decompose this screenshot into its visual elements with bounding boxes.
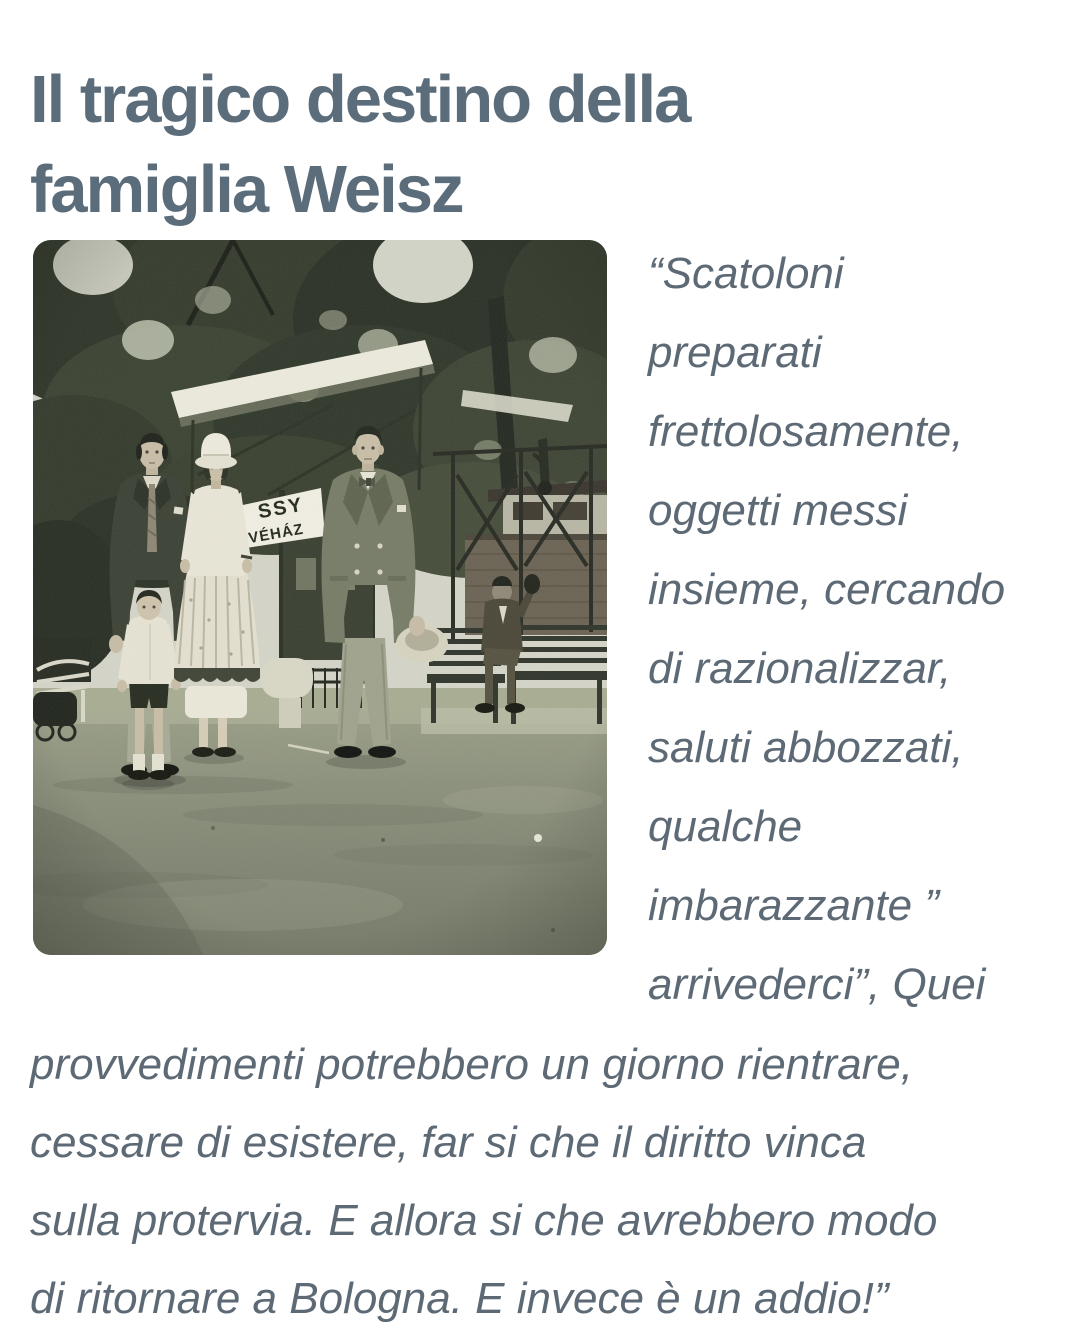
quote-line: sulla protervia. E allora si che avrebbero modo (30, 1196, 938, 1245)
quote-line: qualche (648, 801, 803, 851)
quote-line: oggetti messi (648, 485, 908, 535)
quote-beside-photo (648, 234, 1072, 1024)
family-photo (33, 240, 607, 955)
quote-line: frettolosamente, (648, 406, 964, 456)
quote-line: cessare di esistere, far si che il diritto vinca (30, 1118, 867, 1167)
family-photo-illustration (33, 240, 607, 955)
vignette-overlay (33, 240, 607, 955)
quote-line: provvedimenti potrebbero un giorno rientrare, (30, 1040, 913, 1089)
page-title-line-1: Il tragico destino della (30, 61, 690, 137)
quote-line: arrivederci”, Quei (648, 959, 986, 1009)
page-title-line-2: famiglia Weisz (30, 151, 463, 227)
quote-line: preparati (648, 327, 822, 377)
quote-line: imbarazzante ” (648, 880, 940, 930)
quote-line: “Scatoloni (648, 248, 844, 298)
quote-full-width (30, 1026, 1065, 1338)
quote-line: di razionalizzar, (648, 643, 952, 693)
quote-line: insieme, cercando (648, 564, 1006, 614)
quote-line: di ritornare a Bologna. E invece è un addio!” (30, 1274, 889, 1323)
quote-line: saluti abbozzati, (648, 722, 964, 772)
page-title (30, 55, 1050, 235)
